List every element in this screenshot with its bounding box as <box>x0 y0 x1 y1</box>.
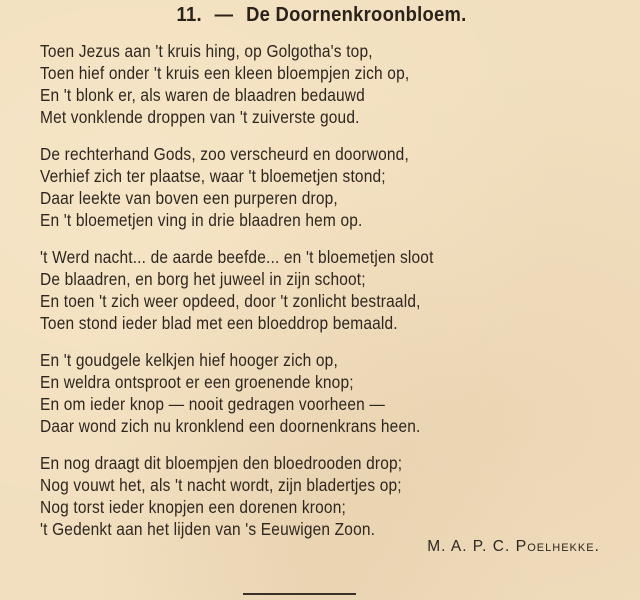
poem-line: En weldra ontsproot er een groenende knop; <box>40 372 354 392</box>
stanza-3 <box>40 246 620 334</box>
author-surname: Poelhekke. <box>515 538 600 555</box>
poem-line: Nog vouwt het, als 't nacht wordt, zijn bladertjes op; <box>40 475 402 495</box>
poem-line: En om ieder knop — nooit gedragen voorheen — <box>40 394 386 414</box>
poem-line: Daar leekte van boven een purperen drop, <box>40 188 338 208</box>
author-signature <box>427 538 600 556</box>
stanza-4 <box>40 349 620 437</box>
poem-line: En nog draagt dit bloempjen den bloedrooden drop; <box>40 453 403 473</box>
stanza-1 <box>40 40 620 128</box>
poem-line: 't Gedenkt aan het lijden van 's Eeuwigen Zoon. <box>40 519 376 539</box>
poem-line: En 't bloemetjen ving in drie blaadren hem op. <box>40 210 363 230</box>
poem-line: Nog torst ieder knopjen een dorenen kroon; <box>40 497 346 517</box>
poem-line: De rechterhand Gods, zoo verscheurd en doorwond, <box>40 144 409 164</box>
poem-line: 't Werd nacht... de aarde beefde... en 't bloemetjen sloot <box>40 247 434 267</box>
poem-body <box>40 40 620 555</box>
stanza-5 <box>40 452 620 540</box>
poem-line: En 't blonk er, als waren de blaadren bedauwd <box>40 85 365 105</box>
poem-line: Met vonklende droppen van 't zuiverste goud. <box>40 107 360 127</box>
poem-line: Toen stond ieder blad met een bloeddrop bemaald. <box>40 313 398 333</box>
stanza-2 <box>40 143 620 231</box>
poem-line: Toen hief onder 't kruis een kleen bloempjen zich op, <box>40 63 410 83</box>
title-dash: — <box>214 4 234 26</box>
author-initials: M. A. P. C. <box>427 538 511 555</box>
poem-title <box>27 4 616 27</box>
poem-line: Verhief zich ter plaatse, waar 't bloemetjen stond; <box>40 166 386 186</box>
poem-line: De blaadren, en borg het juweel in zijn schoot; <box>40 269 366 289</box>
poem-title-text: De Doornenkroonbloem. <box>246 4 467 26</box>
poem-line: En toen 't zich weer opdeed, door 't zonlicht bestraald, <box>40 291 421 311</box>
poem-line: Toen Jezus aan 't kruis hing, op Golgotha's top, <box>40 41 373 61</box>
poem-line: En 't goudgele kelkjen hief hooger zich op, <box>40 350 338 370</box>
poem-line: Daar wond zich nu kronklend een doornenkrans heen. <box>40 416 421 436</box>
poem-number: 11. <box>176 4 202 26</box>
section-divider <box>243 593 356 595</box>
